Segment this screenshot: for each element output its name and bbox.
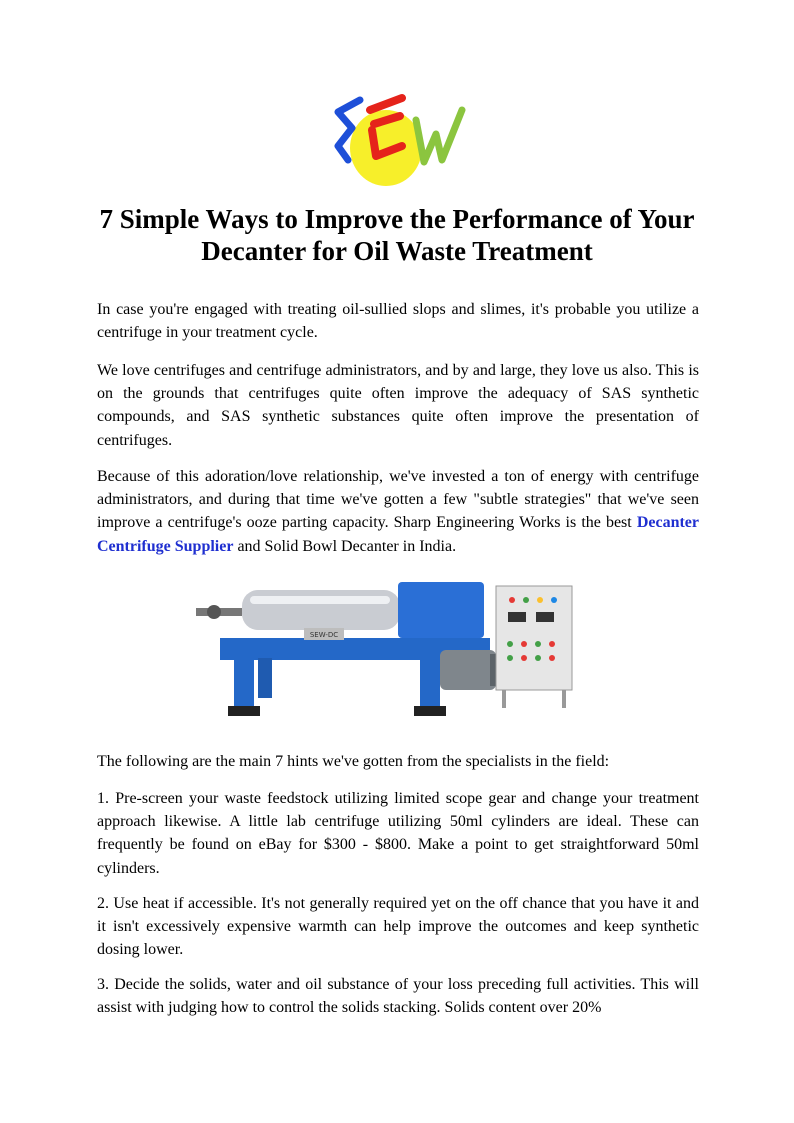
panel-display (508, 612, 526, 622)
panel-button (507, 641, 513, 647)
panel-light (509, 597, 515, 603)
page-title (60, 203, 734, 267)
panel-button (507, 655, 513, 661)
paragraph-hint-1: 1. Pre-screen your waste feedstock utilizing limited scope gear and change your treatment approach likewise. A little lab centrifuge utilizing 50ml cylinders are ideal. These can frequently be found on eBay for $300 - $800. Make a point to get straightforward 50ml cylinders. (97, 790, 699, 877)
panel-button (535, 655, 541, 661)
panel-display (536, 612, 554, 622)
paragraph-strategies (97, 465, 699, 558)
machine-motor (440, 650, 496, 690)
sew-logo (330, 90, 470, 190)
machine-foot (414, 706, 446, 716)
paragraph-intro: In case you're engaged with treating oil-sullied slops and slimes, it's probable you utilize a centrifuge in your treatment cycle. (97, 301, 699, 342)
paragraph-strategies-tail: and Solid Bowl Decanter in India. (233, 537, 457, 555)
machine-leg (420, 658, 440, 710)
machine-foot (228, 706, 260, 716)
machine-bowl-highlight (250, 596, 390, 604)
logo-letter-w (416, 110, 462, 162)
machine-gear-housing (398, 582, 484, 638)
machine-nameplate-text: SEW-DC (309, 631, 339, 639)
title-line-1: 7 Simple Ways to Improve the Performance of Your (99, 204, 695, 234)
panel-light (523, 597, 529, 603)
machine-leg (258, 658, 272, 698)
control-panel (496, 586, 572, 690)
paragraph-love: We love centrifuges and centrifuge administrators, and by and large, they love us also. This is on the grounds that centrifuges quite often improve the adequacy of SAS synthetic compounds, and SAS synthetic substances quite often improve the presentation of centrifuges. (97, 362, 699, 449)
paragraph-hint-2: 2. Use heat if accessible. It's not generally required yet on the off chance that you have it and it isn't excessively expensive warmth can help improve the outcomes and keep synthetic dosing lower. (97, 895, 699, 959)
decanter-centrifuge-image (190, 578, 582, 724)
paragraph-strategies-text: Because of this adoration/love relationship, we've invested a ton of energy with centrifuge administrators, and during that time we've gotten a few "subtle strategies" that we've seen improve a centrifuge's ooze parting capacity. Sharp Engineering Works is the best (97, 468, 699, 532)
panel-leg (562, 690, 566, 708)
panel-button (535, 641, 541, 647)
decanter-supplier-link[interactable]: Decanter Centrifuge Supplier (97, 514, 699, 555)
panel-button (549, 655, 555, 661)
title-line-2: Decanter for Oil Waste Treatment (201, 236, 593, 266)
paragraph-hint-3: 3. Decide the solids, water and oil substance of your loss preceding full activities. This will assist with judging how to control the solids stacking. Solids content over 20% (97, 976, 699, 1017)
panel-light (551, 597, 557, 603)
machine-feed-hub (207, 605, 221, 619)
paragraph-hints-intro: The following are the main 7 hints we've gotten from the specialists in the field: (97, 753, 610, 770)
panel-button (521, 655, 527, 661)
panel-light (537, 597, 543, 603)
panel-button (521, 641, 527, 647)
machine-leg (234, 658, 254, 710)
panel-button (549, 641, 555, 647)
panel-leg (502, 690, 506, 708)
